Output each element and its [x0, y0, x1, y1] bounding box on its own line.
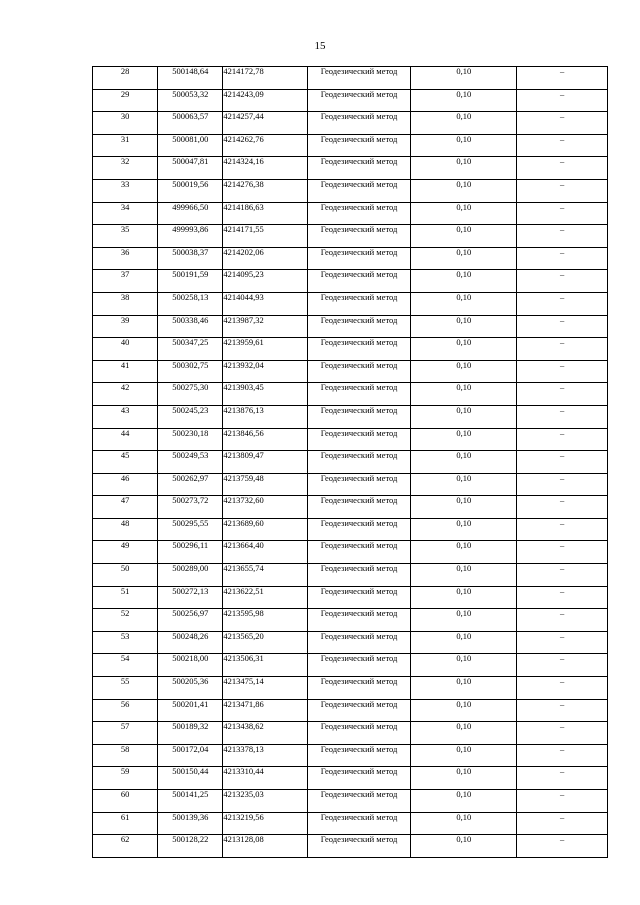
y-coordinate-cell: 4213876,13 — [223, 405, 307, 428]
x-coordinate-cell: 500150,44 — [158, 767, 223, 790]
table-row — [93, 315, 608, 338]
description-cell: – — [517, 790, 608, 813]
point-number-cell: 57 — [93, 722, 158, 745]
description-cell: – — [517, 338, 608, 361]
point-number-cell: 43 — [93, 405, 158, 428]
y-coordinate-cell: 4214186,63 — [223, 202, 307, 225]
description-cell: – — [517, 383, 608, 406]
y-coordinate-cell: 4214262,76 — [223, 134, 307, 157]
x-coordinate-cell: 500272,13 — [158, 586, 223, 609]
point-number-cell: 61 — [93, 812, 158, 835]
page-number: 15 — [314, 40, 326, 52]
accuracy-cell: 0,10 — [411, 225, 517, 248]
coordinates-table — [92, 66, 608, 858]
point-number-cell: 33 — [93, 179, 158, 202]
description-cell: – — [517, 812, 608, 835]
accuracy-cell: 0,10 — [411, 360, 517, 383]
method-cell: Геодезический метод — [307, 292, 411, 315]
accuracy-cell: 0,10 — [411, 835, 517, 858]
x-coordinate-cell: 500262,97 — [158, 473, 223, 496]
description-cell: – — [517, 134, 608, 157]
x-coordinate-cell: 500302,75 — [158, 360, 223, 383]
accuracy-cell: 0,10 — [411, 631, 517, 654]
method-cell: Геодезический метод — [307, 157, 411, 180]
x-coordinate-cell: 500053,32 — [158, 89, 223, 112]
x-coordinate-cell: 500273,72 — [158, 496, 223, 519]
accuracy-cell: 0,10 — [411, 247, 517, 270]
table-row — [93, 270, 608, 293]
y-coordinate-cell: 4213506,31 — [223, 654, 307, 677]
method-cell: Геодезический метод — [307, 270, 411, 293]
point-number-cell: 51 — [93, 586, 158, 609]
method-cell: Геодезический метод — [307, 631, 411, 654]
point-number-cell: 59 — [93, 767, 158, 790]
method-cell: Геодезический метод — [307, 677, 411, 700]
point-number-cell: 31 — [93, 134, 158, 157]
x-coordinate-cell: 499966,50 — [158, 202, 223, 225]
description-cell: – — [517, 67, 608, 90]
y-coordinate-cell: 4213732,60 — [223, 496, 307, 519]
table-row — [93, 405, 608, 428]
x-coordinate-cell: 500081,00 — [158, 134, 223, 157]
method-cell: Геодезический метод — [307, 699, 411, 722]
point-number-cell: 47 — [93, 496, 158, 519]
x-coordinate-cell: 500248,26 — [158, 631, 223, 654]
point-number-cell: 46 — [93, 473, 158, 496]
accuracy-cell: 0,10 — [411, 179, 517, 202]
table-row — [93, 564, 608, 587]
method-cell: Геодезический метод — [307, 338, 411, 361]
x-coordinate-cell: 500245,23 — [158, 405, 223, 428]
point-number-cell: 62 — [93, 835, 158, 858]
description-cell: – — [517, 247, 608, 270]
method-cell: Геодезический метод — [307, 767, 411, 790]
description-cell: – — [517, 496, 608, 519]
method-cell: Геодезический метод — [307, 67, 411, 90]
description-cell: – — [517, 518, 608, 541]
x-coordinate-cell: 500141,25 — [158, 790, 223, 813]
method-cell: Геодезический метод — [307, 835, 411, 858]
table-row — [93, 451, 608, 474]
coordinates-table-body — [93, 67, 608, 858]
table-row — [93, 654, 608, 677]
description-cell: – — [517, 270, 608, 293]
accuracy-cell: 0,10 — [411, 496, 517, 519]
point-number-cell: 37 — [93, 270, 158, 293]
table-row — [93, 790, 608, 813]
point-number-cell: 52 — [93, 609, 158, 632]
description-cell: – — [517, 157, 608, 180]
table-row — [93, 835, 608, 858]
x-coordinate-cell: 500275,30 — [158, 383, 223, 406]
point-number-cell: 38 — [93, 292, 158, 315]
y-coordinate-cell: 4214095,23 — [223, 270, 307, 293]
accuracy-cell: 0,10 — [411, 67, 517, 90]
y-coordinate-cell: 4213219,56 — [223, 812, 307, 835]
accuracy-cell: 0,10 — [411, 609, 517, 632]
method-cell: Геодезический метод — [307, 722, 411, 745]
description-cell: – — [517, 428, 608, 451]
x-coordinate-cell: 500148,64 — [158, 67, 223, 90]
accuracy-cell: 0,10 — [411, 586, 517, 609]
table-row — [93, 722, 608, 745]
x-coordinate-cell: 500019,56 — [158, 179, 223, 202]
point-number-cell: 48 — [93, 518, 158, 541]
point-number-cell: 54 — [93, 654, 158, 677]
point-number-cell: 60 — [93, 790, 158, 813]
accuracy-cell: 0,10 — [411, 744, 517, 767]
table-row — [93, 744, 608, 767]
method-cell: Геодезический метод — [307, 405, 411, 428]
accuracy-cell: 0,10 — [411, 405, 517, 428]
description-cell: – — [517, 89, 608, 112]
description-cell: – — [517, 451, 608, 474]
y-coordinate-cell: 4213622,51 — [223, 586, 307, 609]
accuracy-cell: 0,10 — [411, 518, 517, 541]
table-row — [93, 428, 608, 451]
point-number-cell: 44 — [93, 428, 158, 451]
table-row — [93, 360, 608, 383]
method-cell: Геодезический метод — [307, 428, 411, 451]
point-number-cell: 45 — [93, 451, 158, 474]
accuracy-cell: 0,10 — [411, 338, 517, 361]
point-number-cell: 58 — [93, 744, 158, 767]
x-coordinate-cell: 500047,81 — [158, 157, 223, 180]
table-row — [93, 225, 608, 248]
method-cell: Геодезический метод — [307, 564, 411, 587]
table-row — [93, 179, 608, 202]
accuracy-cell: 0,10 — [411, 699, 517, 722]
y-coordinate-cell: 4213565,20 — [223, 631, 307, 654]
y-coordinate-cell: 4214171,55 — [223, 225, 307, 248]
description-cell: – — [517, 112, 608, 135]
method-cell: Геодезический метод — [307, 812, 411, 835]
x-coordinate-cell: 500347,25 — [158, 338, 223, 361]
description-cell: – — [517, 225, 608, 248]
method-cell: Геодезический метод — [307, 541, 411, 564]
description-cell: – — [517, 654, 608, 677]
x-coordinate-cell: 499993,86 — [158, 225, 223, 248]
accuracy-cell: 0,10 — [411, 157, 517, 180]
table-row — [93, 541, 608, 564]
description-cell: – — [517, 722, 608, 745]
method-cell: Геодезический метод — [307, 315, 411, 338]
description-cell: – — [517, 586, 608, 609]
point-number-cell: 53 — [93, 631, 158, 654]
method-cell: Геодезический метод — [307, 202, 411, 225]
y-coordinate-cell: 4213310,44 — [223, 767, 307, 790]
point-number-cell: 34 — [93, 202, 158, 225]
method-cell: Геодезический метод — [307, 790, 411, 813]
point-number-cell: 41 — [93, 360, 158, 383]
y-coordinate-cell: 4213932,04 — [223, 360, 307, 383]
description-cell: – — [517, 631, 608, 654]
point-number-cell: 32 — [93, 157, 158, 180]
table-row — [93, 338, 608, 361]
method-cell: Геодезический метод — [307, 473, 411, 496]
y-coordinate-cell: 4214324,16 — [223, 157, 307, 180]
accuracy-cell: 0,10 — [411, 722, 517, 745]
x-coordinate-cell: 500230,18 — [158, 428, 223, 451]
method-cell: Геодезический метод — [307, 383, 411, 406]
description-cell: – — [517, 699, 608, 722]
point-number-cell: 40 — [93, 338, 158, 361]
x-coordinate-cell: 500191,59 — [158, 270, 223, 293]
table-row — [93, 89, 608, 112]
description-cell: – — [517, 473, 608, 496]
y-coordinate-cell: 4213809,47 — [223, 451, 307, 474]
table-row — [93, 292, 608, 315]
method-cell: Геодезический метод — [307, 744, 411, 767]
table-row — [93, 767, 608, 790]
point-number-cell: 39 — [93, 315, 158, 338]
x-coordinate-cell: 500289,00 — [158, 564, 223, 587]
accuracy-cell: 0,10 — [411, 202, 517, 225]
point-number-cell: 42 — [93, 383, 158, 406]
y-coordinate-cell: 4213655,74 — [223, 564, 307, 587]
table-row — [93, 247, 608, 270]
y-coordinate-cell: 4213689,60 — [223, 518, 307, 541]
table-row — [93, 134, 608, 157]
x-coordinate-cell: 500172,04 — [158, 744, 223, 767]
method-cell: Геодезический метод — [307, 496, 411, 519]
table-row — [93, 699, 608, 722]
accuracy-cell: 0,10 — [411, 654, 517, 677]
x-coordinate-cell: 500338,46 — [158, 315, 223, 338]
accuracy-cell: 0,10 — [411, 315, 517, 338]
y-coordinate-cell: 4213128,08 — [223, 835, 307, 858]
x-coordinate-cell: 500295,55 — [158, 518, 223, 541]
description-cell: – — [517, 744, 608, 767]
table-row — [93, 67, 608, 90]
y-coordinate-cell: 4213759,48 — [223, 473, 307, 496]
accuracy-cell: 0,10 — [411, 541, 517, 564]
description-cell: – — [517, 609, 608, 632]
y-coordinate-cell: 4214202,06 — [223, 247, 307, 270]
method-cell: Геодезический метод — [307, 360, 411, 383]
method-cell: Геодезический метод — [307, 89, 411, 112]
y-coordinate-cell: 4213987,32 — [223, 315, 307, 338]
accuracy-cell: 0,10 — [411, 677, 517, 700]
point-number-cell: 49 — [93, 541, 158, 564]
x-coordinate-cell: 500256,97 — [158, 609, 223, 632]
accuracy-cell: 0,10 — [411, 451, 517, 474]
point-number-cell: 35 — [93, 225, 158, 248]
y-coordinate-cell: 4214044,93 — [223, 292, 307, 315]
description-cell: – — [517, 405, 608, 428]
description-cell: – — [517, 179, 608, 202]
y-coordinate-cell: 4214257,44 — [223, 112, 307, 135]
accuracy-cell: 0,10 — [411, 383, 517, 406]
accuracy-cell: 0,10 — [411, 790, 517, 813]
description-cell: – — [517, 315, 608, 338]
description-cell: – — [517, 564, 608, 587]
y-coordinate-cell: 4213438,62 — [223, 722, 307, 745]
y-coordinate-cell: 4213378,13 — [223, 744, 307, 767]
accuracy-cell: 0,10 — [411, 473, 517, 496]
table-row — [93, 812, 608, 835]
x-coordinate-cell: 500038,37 — [158, 247, 223, 270]
description-cell: – — [517, 292, 608, 315]
method-cell: Геодезический метод — [307, 609, 411, 632]
table-row — [93, 157, 608, 180]
method-cell: Геодезический метод — [307, 518, 411, 541]
description-cell: – — [517, 202, 608, 225]
y-coordinate-cell: 4214172,78 — [223, 67, 307, 90]
method-cell: Геодезический метод — [307, 654, 411, 677]
y-coordinate-cell: 4214276,38 — [223, 179, 307, 202]
description-cell: – — [517, 835, 608, 858]
x-coordinate-cell: 500258,13 — [158, 292, 223, 315]
x-coordinate-cell: 500218,00 — [158, 654, 223, 677]
method-cell: Геодезический метод — [307, 134, 411, 157]
x-coordinate-cell: 500128,22 — [158, 835, 223, 858]
method-cell: Геодезический метод — [307, 225, 411, 248]
x-coordinate-cell: 500189,32 — [158, 722, 223, 745]
point-number-cell: 29 — [93, 89, 158, 112]
table-row — [93, 383, 608, 406]
y-coordinate-cell: 4213471,86 — [223, 699, 307, 722]
description-cell: – — [517, 767, 608, 790]
point-number-cell: 28 — [93, 67, 158, 90]
accuracy-cell: 0,10 — [411, 270, 517, 293]
y-coordinate-cell: 4213903,45 — [223, 383, 307, 406]
table-row — [93, 112, 608, 135]
x-coordinate-cell: 500296,11 — [158, 541, 223, 564]
y-coordinate-cell: 4213959,61 — [223, 338, 307, 361]
accuracy-cell: 0,10 — [411, 812, 517, 835]
x-coordinate-cell: 500249,53 — [158, 451, 223, 474]
table-row — [93, 202, 608, 225]
y-coordinate-cell: 4213664,40 — [223, 541, 307, 564]
method-cell: Геодезический метод — [307, 451, 411, 474]
table-row — [93, 609, 608, 632]
y-coordinate-cell: 4213235,03 — [223, 790, 307, 813]
table-row — [93, 473, 608, 496]
method-cell: Геодезический метод — [307, 112, 411, 135]
point-number-cell: 55 — [93, 677, 158, 700]
x-coordinate-cell: 500063,57 — [158, 112, 223, 135]
accuracy-cell: 0,10 — [411, 112, 517, 135]
x-coordinate-cell: 500139,36 — [158, 812, 223, 835]
method-cell: Геодезический метод — [307, 179, 411, 202]
y-coordinate-cell: 4213595,98 — [223, 609, 307, 632]
table-row — [93, 496, 608, 519]
table-row — [93, 586, 608, 609]
table-row — [93, 518, 608, 541]
x-coordinate-cell: 500201,41 — [158, 699, 223, 722]
point-number-cell: 30 — [93, 112, 158, 135]
description-cell: – — [517, 677, 608, 700]
description-cell: – — [517, 360, 608, 383]
accuracy-cell: 0,10 — [411, 134, 517, 157]
x-coordinate-cell: 500205,36 — [158, 677, 223, 700]
accuracy-cell: 0,10 — [411, 564, 517, 587]
accuracy-cell: 0,10 — [411, 767, 517, 790]
point-number-cell: 36 — [93, 247, 158, 270]
y-coordinate-cell: 4214243,09 — [223, 89, 307, 112]
table-row — [93, 631, 608, 654]
method-cell: Геодезический метод — [307, 586, 411, 609]
accuracy-cell: 0,10 — [411, 292, 517, 315]
accuracy-cell: 0,10 — [411, 428, 517, 451]
method-cell: Геодезический метод — [307, 247, 411, 270]
point-number-cell: 56 — [93, 699, 158, 722]
y-coordinate-cell: 4213846,56 — [223, 428, 307, 451]
point-number-cell: 50 — [93, 564, 158, 587]
description-cell: – — [517, 541, 608, 564]
y-coordinate-cell: 4213475,14 — [223, 677, 307, 700]
accuracy-cell: 0,10 — [411, 89, 517, 112]
table-row — [93, 677, 608, 700]
